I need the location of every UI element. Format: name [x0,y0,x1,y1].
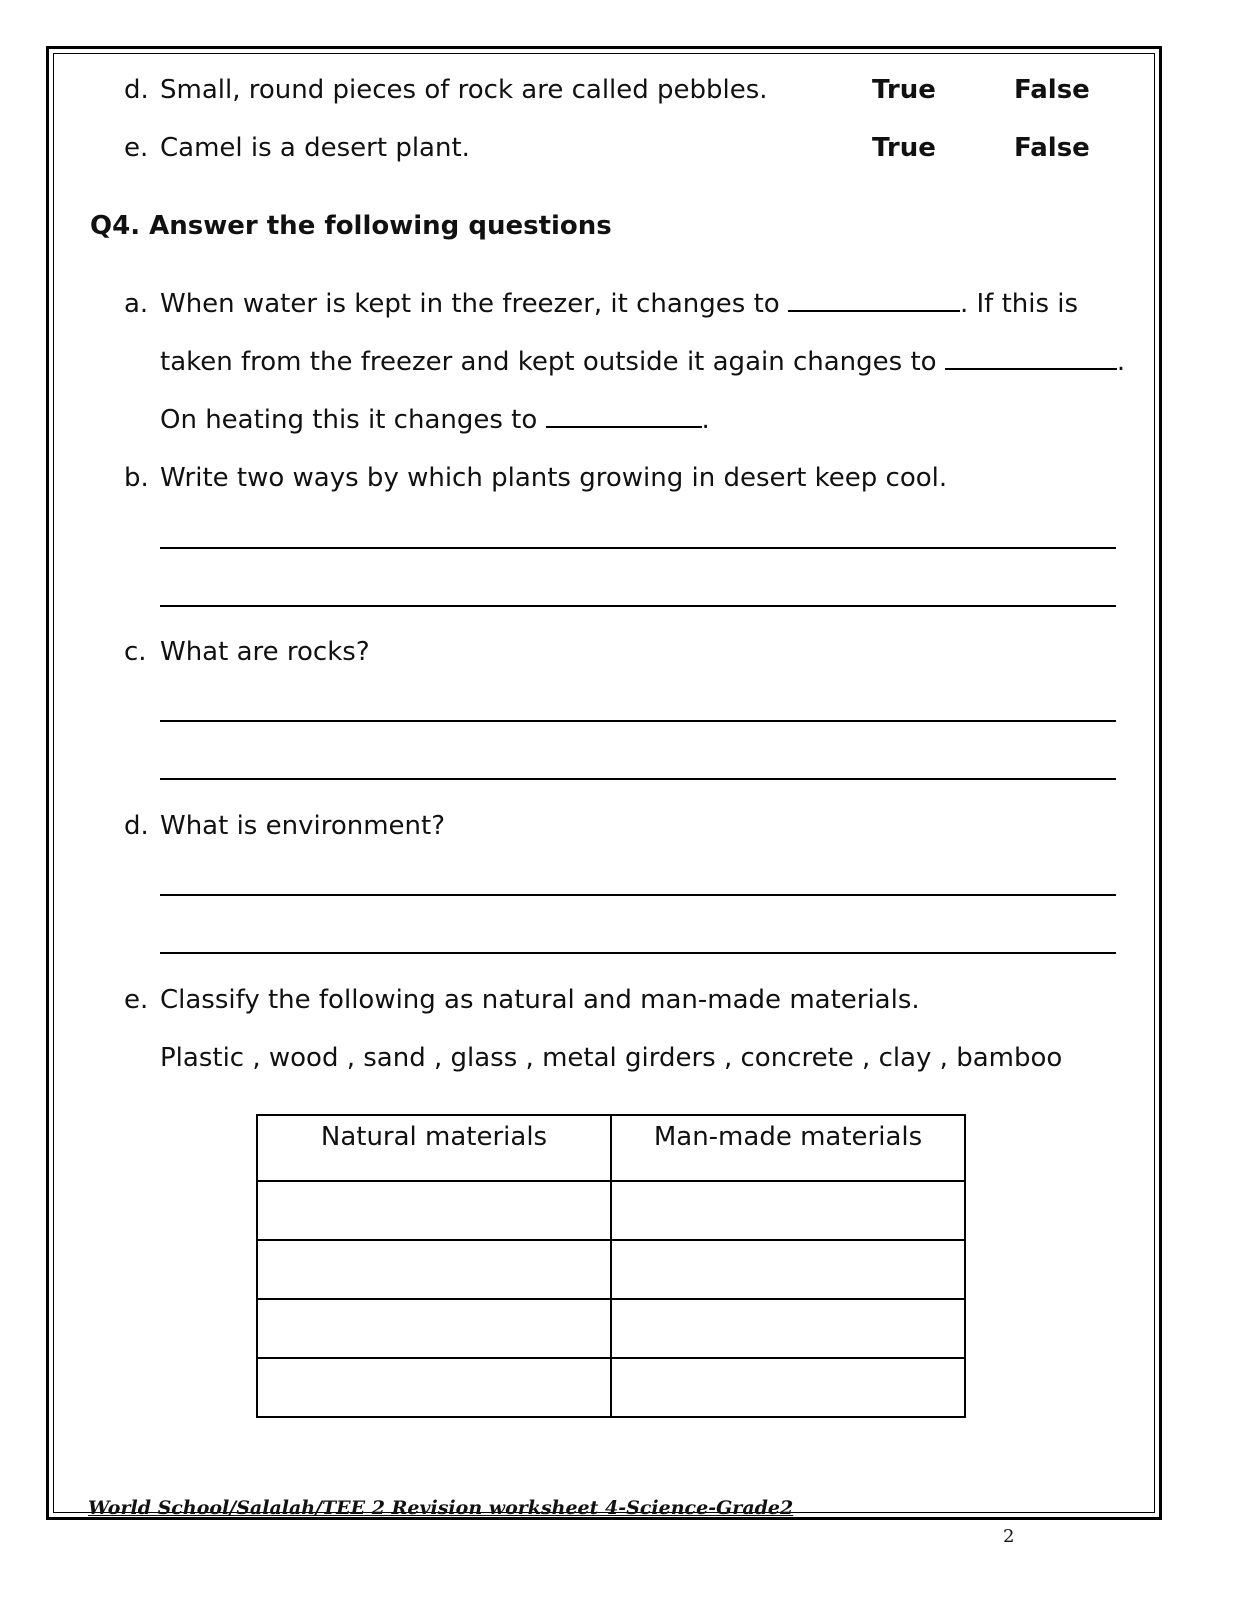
false-option[interactable]: False [1014,133,1090,163]
answer-line[interactable] [160,952,1116,954]
q4a-period: . [1116,347,1126,377]
tf-item-label: d. [124,75,149,105]
page-number: 2 [1003,1526,1015,1547]
q4a-text-3: taken from the freezer and kept outside it again changes to [160,347,937,377]
classification-table [256,1114,966,1418]
q4a-text-1: When water is kept in the freezer, it changes to [160,289,780,319]
q4a-line2 [160,346,1125,378]
man-made-materials-header: Man-made materials [611,1115,965,1181]
answer-line[interactable] [160,778,1116,780]
q4a-text-4: On heating this it changes to [160,405,538,435]
table-cell[interactable] [611,1240,965,1299]
table-cell[interactable] [611,1299,965,1358]
q4b-question: Write two ways by which plants growing in desert keep cool. [160,463,948,493]
table-header-row [257,1115,965,1181]
natural-materials-header: Natural materials [257,1115,611,1181]
table-cell[interactable] [257,1240,611,1299]
table-cell[interactable] [257,1299,611,1358]
fill-blank-1[interactable] [788,288,960,312]
footer-text: World School/Salalah/TEE 2 Revision worksheet 4-Science-Grade2 [88,1497,794,1519]
tf-item-text: Camel is a desert plant. [160,133,470,163]
q4a-line1 [160,288,1078,320]
false-option[interactable]: False [1014,75,1090,105]
table-row [257,1358,965,1417]
q4c-label: c. [124,637,147,667]
materials-list: Plastic , wood , sand , glass , metal girders , concrete , clay , bamboo [160,1043,1063,1073]
answer-line[interactable] [160,605,1116,607]
q4e-question: Classify the following as natural and man-made materials. [160,985,920,1015]
q4b-label: b. [124,463,149,493]
table-cell[interactable] [611,1358,965,1417]
table-row [257,1240,965,1299]
true-option[interactable]: True [872,133,936,163]
q4a-text-2: . If this is [959,289,1079,319]
q4d-question: What is environment? [160,811,445,841]
tf-item-text: Small, round pieces of rock are called pebbles. [160,75,768,105]
q4c-question: What are rocks? [160,637,370,667]
table-row [257,1181,965,1240]
q4d-label: d. [124,811,149,841]
fill-blank-2[interactable] [945,346,1117,370]
true-option[interactable]: True [872,75,936,105]
answer-line[interactable] [160,547,1116,549]
q4a-line3 [160,404,710,436]
table-cell[interactable] [611,1181,965,1240]
fill-blank-3[interactable] [546,404,702,428]
table-cell[interactable] [257,1181,611,1240]
q4a-period: . [701,405,710,435]
table-row [257,1299,965,1358]
tf-item-label: e. [124,133,149,163]
table-cell[interactable] [257,1358,611,1417]
q4a-label: a. [124,289,149,319]
answer-line[interactable] [160,894,1116,896]
q4e-label: e. [124,985,149,1015]
answer-line[interactable] [160,720,1116,722]
q4-heading: Q4. Answer the following questions [90,211,612,241]
